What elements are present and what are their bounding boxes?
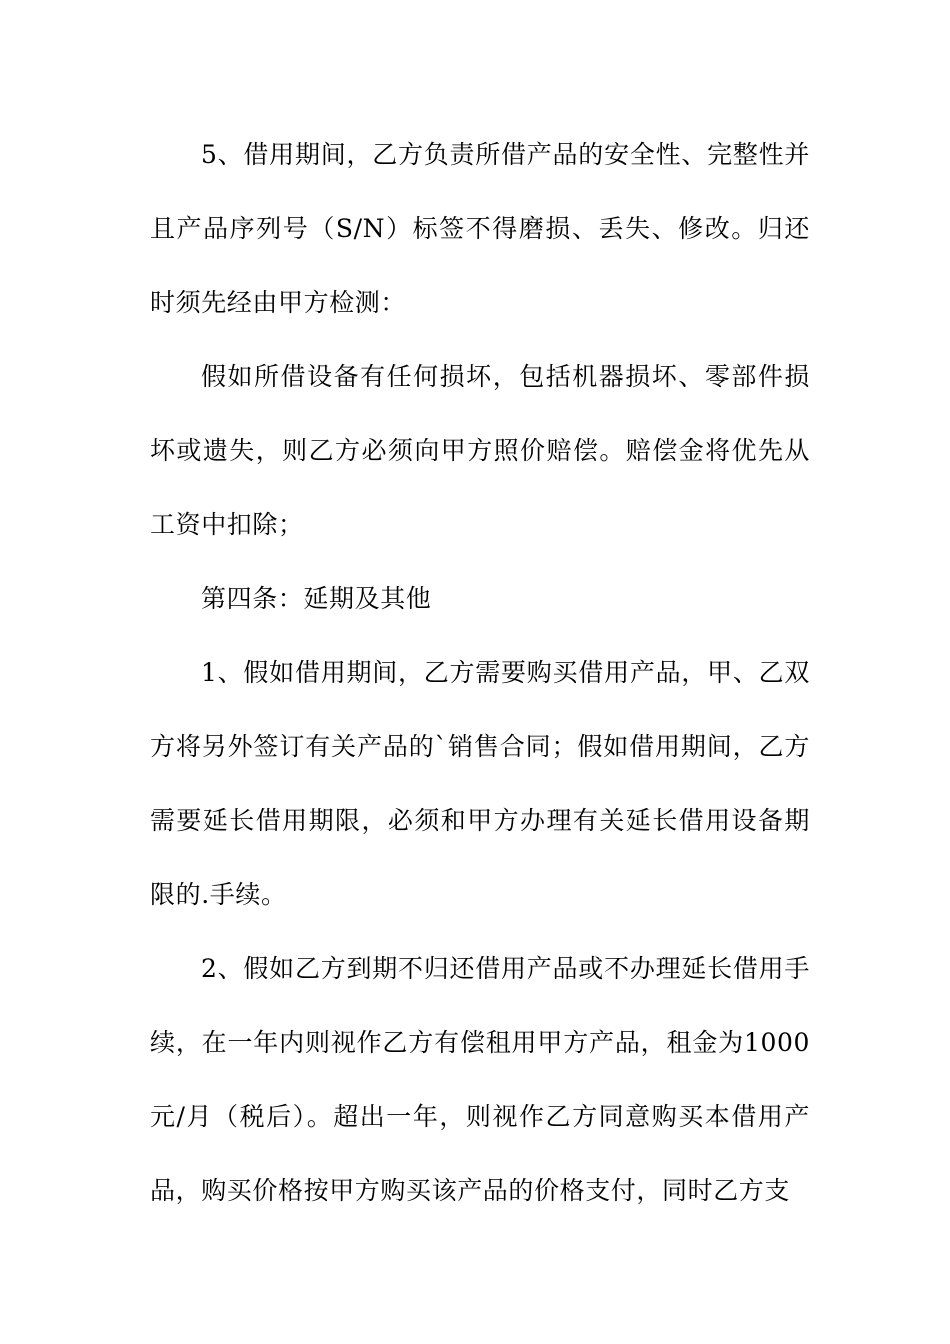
paragraph-clause-1: 1、假如借用期间，乙方需要购买借用产品，甲、乙双方将另外签订有关产品的`销售合同；假如借用期间，乙方需要延长借用期限，必须和甲方办理有关延长借用设备期限的.手续。 [150,658,810,909]
paragraph-clause-2: 2、假如乙方到期不归还借用产品或不办理延长借用手续，在一年内则视作乙方有偿租用甲方产品，租金为1000元/月（税后）。超出一年，则视作乙方同意购买本借用产品，购买价格按甲方购买该产品的价格支付，同时乙方支 [150,954,810,1205]
section-heading-article-4: 第四条：延期及其他 [201,584,432,613]
paragraph-damage-compensation: 假如所借设备有任何损坏，包括机器损坏、零部件损坏或遗失，则乙方必须向甲方照价赔偿。赔偿金将优先从工资中扣除； [150,362,810,539]
paragraph-clause-5: 5、借用期间，乙方负责所借产品的安全性、完整性并且产品序列号（S/N）标签不得磨损、丢失、修改。归还时须先经由甲方检测： [150,140,810,317]
document-body [150,118,810,1228]
